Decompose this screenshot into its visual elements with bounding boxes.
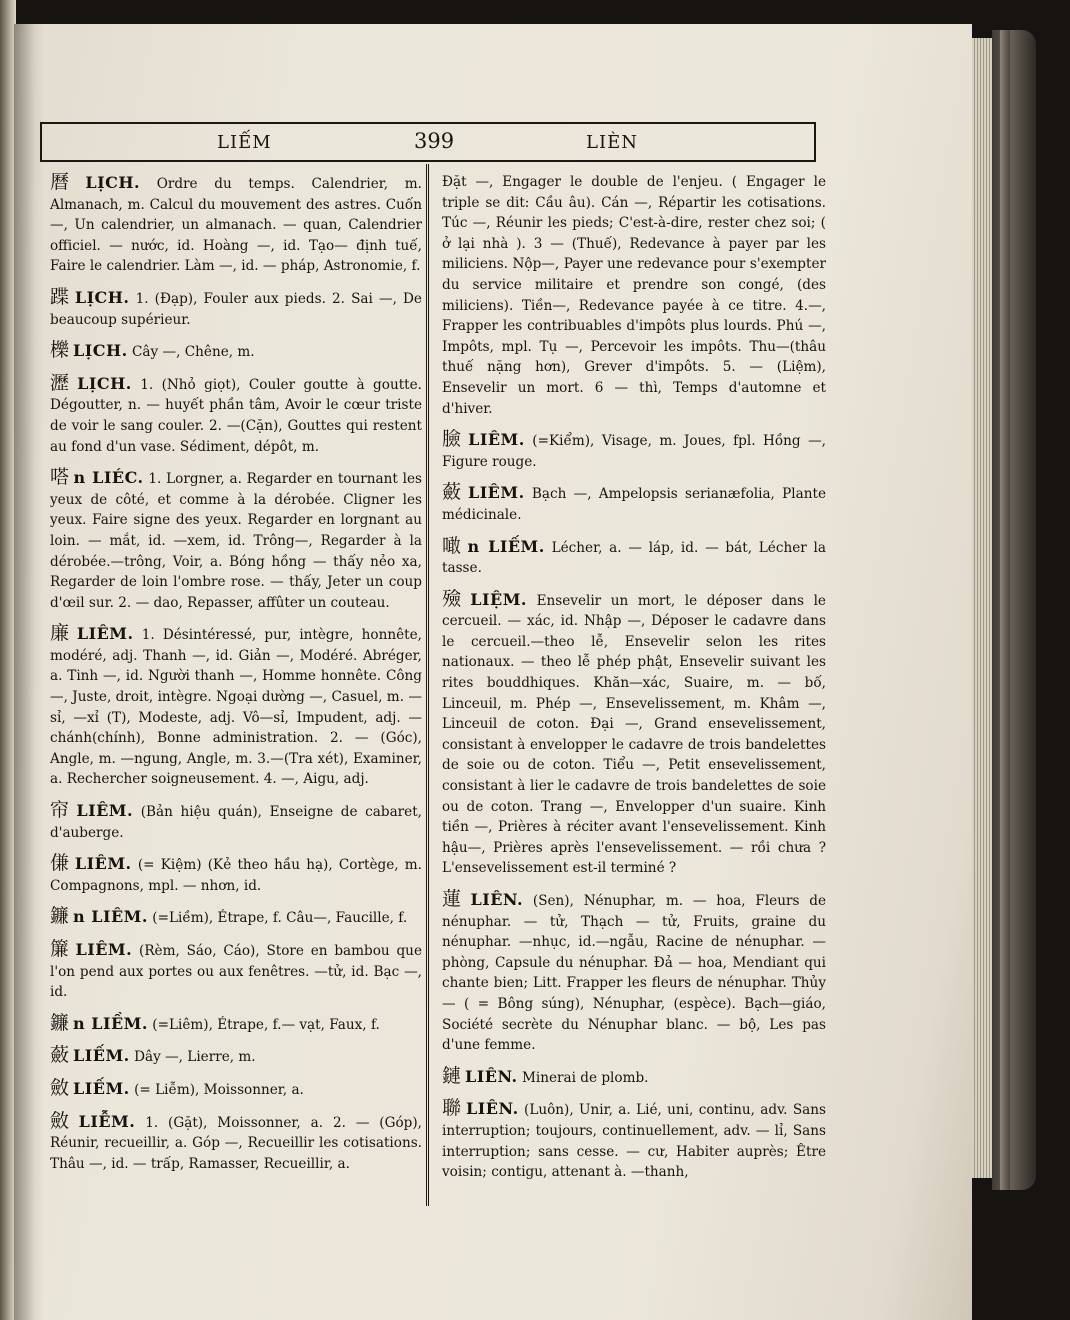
- dictionary-entry: [442, 1066, 826, 1089]
- entry-definition: (= Kiệm) (Kẻ theo hầu hạ), Cortège, m. Compagnons, mpl. — nhơn, id.: [50, 857, 422, 894]
- dictionary-entry: [442, 429, 826, 472]
- entry-character: 蘞: [50, 1044, 70, 1067]
- entry-character: 蓮: [442, 888, 467, 910]
- entry-headword: LIÊM.: [467, 483, 525, 503]
- dictionary-entry: [50, 340, 422, 363]
- page-gutter-shadow: [14, 24, 44, 1320]
- entry-headword: LIÊM.: [75, 940, 133, 959]
- dictionary-entry: [442, 1098, 826, 1182]
- entry-definition: Dây —, Lierre, m.: [134, 1049, 256, 1066]
- entry-definition: (=Liêm), Étrape, f.— vạt, Faux, f.: [152, 1016, 380, 1033]
- entry-character: 殮: [442, 587, 467, 610]
- entry-character: 鏈: [442, 1064, 462, 1087]
- entry-headword: LIÊN.: [466, 1099, 519, 1119]
- entry-definition: Lécher, a. — láp, id. — bát, Lécher la tasse.: [442, 539, 826, 577]
- left-column: [50, 172, 422, 1184]
- header-left-word: LIẾM: [217, 132, 272, 153]
- entry-headword: LIÊN.: [470, 890, 524, 909]
- entry-headword: LIÊM.: [468, 430, 525, 450]
- cover-band: [1000, 30, 1010, 1190]
- entry-headword: n LIỀM.: [73, 1013, 148, 1033]
- dictionary-entry: [442, 589, 826, 879]
- dictionary-entry: [50, 623, 422, 790]
- dictionary-entry: [50, 800, 422, 843]
- entry-character: 嗒: [50, 466, 70, 489]
- entry-character: 蘞: [442, 481, 464, 504]
- column-divider: [426, 164, 429, 1206]
- page-stack-edge: [972, 38, 992, 1178]
- dictionary-entry: [50, 1013, 422, 1036]
- entry-definition: Bạch —, Ampelopsis serianæfolia, Plante médicinale.: [442, 486, 826, 523]
- entry-headword: LIÊM.: [76, 624, 134, 644]
- entry-definition: (=Kiểm), Visage, m. Joues, fpl. Hồng —, Figure rouge.: [442, 433, 826, 470]
- entry-character: 瀝: [50, 371, 74, 394]
- dictionary-entry: [442, 172, 826, 419]
- entry-character: 曆: [50, 171, 82, 193]
- entry-headword: LỊCH.: [73, 341, 128, 361]
- entry-definition: 1. (Gặt), Moissonner, a. 2. — (Góp), Réunir, recueillir, a. Góp —, Recueillir les cotisations. Thâu —, id. — trấp, Ramasser, Recueillir, a.: [50, 1114, 422, 1172]
- entry-definition: (Rèm, Sáo, Cáo), Store en bambou que l'on pend aux portes ou aux fenêtres. —tử, id. Bạc —, id.: [50, 943, 422, 1001]
- entry-headword: LIỄM.: [78, 1111, 136, 1131]
- entry-character: 斂: [50, 1076, 70, 1099]
- entry-character: 鐮: [50, 905, 70, 928]
- dictionary-entry: [50, 467, 422, 613]
- page-number: 399: [414, 129, 455, 153]
- dictionary-entry: [442, 536, 826, 579]
- entry-definition: (Sen), Nénuphar, m. — hoa, Fleurs de nénuphar. — tử, Thạch — tử, Fruits, graine du nénuphar. —nhục, id.—ngẫu, Racine de nénuphar. — phòng, Capsule du nénuphar. Đả — hoa, Mendiant qui chante bien; Litt. Frapper les fleurs de nénuphar. Thủy — ( = Bông súng), Nénuphar, (espèce). Bạch—giáo, Société secrète du Nénuphar blanc. — bộ, Les pas d'une femme.: [442, 893, 826, 1054]
- entry-definition: Đặt —, Engager le double de l'enjeu. ( Engager le triple se dit: Cầu âu). Cán —, Répartir les cotisations. Túc —, Réunir les pieds; C'est-à-dire, rester chez soi; ( ở lại nhà ). 3 — (Thuế), Redevance à payer par les miliciens. Nộp—, Payer une redevance pour s'exempter du service militaire et prendre son congé, (des miliciens). Tiền—, Redevance payée à ce titre. 4.—, Frapper les contribuables d'impôts plus lourds. Phú —, Impôts, mpl. Tụ —, Percevoir les impôts. Thu—(thâu thuế nặng hơn), Grever d'impôts. 5. — (Liệm), Ensevelir un mort. 6 — thì, Temps d'automne et d'hiver.: [442, 174, 826, 417]
- entry-character: 鐮: [50, 1011, 70, 1034]
- entry-headword: LIẾM.: [73, 1046, 130, 1066]
- entry-headword: LỊCH.: [85, 173, 141, 192]
- entry-headword: LIẾM.: [73, 1078, 130, 1098]
- entry-definition: Ordre du temps. Calendrier, m. Almanach, m. Calcul du mouvement des astres. Cuốn—, Un calendrier, un almanach. — quan, Calendrier officiel. — nước, id. Hoàng —, id. Tạo— định tuế, Faire le calendrier. Làm —, id. — pháp, Astronomie, f.: [50, 176, 422, 275]
- dictionary-entry: [50, 939, 422, 1003]
- running-header: [40, 122, 816, 162]
- entry-headword: n LIẾM.: [467, 536, 545, 556]
- entry-headword: LỊCH.: [77, 373, 132, 393]
- entry-headword: n LIÉC.: [73, 468, 144, 488]
- entry-character: 臉: [442, 428, 465, 451]
- entry-character: 噉: [442, 534, 464, 557]
- entry-definition: (=Liềm), Étrape, f. Câu—, Faucille, f.: [152, 910, 408, 927]
- dictionary-entry: [442, 482, 826, 525]
- entry-definition: Ensevelir un mort, le déposer dans le cercueil. — xác, id. Nhập —, Déposer le cadavre dans le cercueil.—theo lễ, Ensevelir selon les rites nationaux. — theo lễ phép phật, Ensevelir suivant les rites bouddhiques. Khăn—xác, Suaire, m. — bố, Linceuil, m. Phép —, Ensevelissement, m. Khâm —, Linceuil de coton. Đại —, Grand ensevelissement, consistant à envelopper le cadavre de trois bandelettes de soie ou de coton. Tiểu —, Petit ensevelissement, consistant à lier le cadavre de trois bandelettes de soie ou de coton. Trang —, Envelopper d'un suaire. Kinh tiền —, Prières à réciter avant l'ensevelissement. Kinh hậu—, Prières après l'ensevelissement. — rồi chưa ? L'ensevelissement est-il terminé ?: [442, 592, 826, 877]
- entry-character: 廉: [50, 622, 73, 645]
- entry-definition: 1. (Đạp), Fouler aux pieds. 2. Sai —, De beaucoup supérieur.: [50, 290, 422, 328]
- dictionary-entry: [50, 373, 422, 457]
- entry-definition: 1. (Nhỏ giọt), Couler goutte à goutte. Dégoutter, n. — huyết phần tâm, Avoir le cœur triste de voir le sang couler. 2. —(Cặn), Gouttes qui restent au fond d'un vase. Sédiment, dépôt, m.: [50, 376, 422, 455]
- entry-character: 傔: [50, 852, 71, 875]
- entry-character: 聯: [442, 1097, 463, 1120]
- entry-definition: Cây —, Chêne, m.: [132, 344, 255, 361]
- entry-definition: 1. Lorgner, a. Regarder en tournant les yeux de côté, et comme à la dérobée. Cligner les yeux. Faire signe des yeux. Regarder en lorgnant au loin. — mắt, id. —xem, id. Trông—, Regarder à la dérobée.—trông, Voir, a. Bóng hồng — thấy nẻo xa, Regarder de loin l'ombre rose. — thấy, Jeter un coup d'œil sur. 2. — dao, Repasser, affûter un couteau.: [50, 471, 422, 611]
- entry-character: 斂: [50, 1109, 75, 1132]
- entry-headword: LIÊM.: [74, 854, 132, 874]
- entry-character: 簾: [50, 938, 72, 960]
- entry-headword: n LIÊM.: [73, 907, 148, 927]
- dictionary-entry: [50, 853, 422, 896]
- dictionary-entry: [442, 889, 826, 1056]
- entry-headword: LIỆM.: [470, 589, 527, 609]
- entry-definition: 1. Désintéressé, pur, intègre, honnête, modéré, adj. Thanh —, id. Giản —, Modéré. Abréger, a. Tinh —, id. Người thanh —, Homme honnête. Công—, Juste, droit, intègre. Ngoại dường —, Casuel, m. —sỉ, —xỉ (T), Modeste, adj. Vô—sỉ, Impudent, adj. —chánh(chính), Bonne administration. 2. — (Góc), Angle, m. —ngung, Angle, m. 3.—(Tra xét), Examiner, a. Rechercher soigneusement. 4. —, Aigu, adj.: [50, 627, 422, 788]
- header-right-word: LIÈN: [586, 132, 638, 153]
- dictionary-entry: [50, 1111, 422, 1175]
- entry-definition: (Bản hiệu quán), Enseigne de cabaret, d'auberge.: [50, 804, 422, 841]
- entry-character: 帘: [50, 799, 73, 822]
- entry-character: 櫟: [50, 339, 70, 362]
- entry-character: 蹀: [50, 285, 71, 308]
- dictionary-entry: [50, 287, 422, 330]
- dictionary-entry: [50, 906, 422, 929]
- dictionary-entry: [50, 1045, 422, 1068]
- entry-definition: (Luôn), Unir, a. Lié, uni, continu, adv. Sans interruption; toujours, continuellement, adv. — lỉ, Sans interruption; sans cesse. — cư, Habiter auprès; Être voisin; contigu, attenant à. —thanh,: [442, 1102, 826, 1181]
- entry-headword: LIÊM.: [76, 801, 134, 821]
- entry-definition: (= Liễm), Moissonner, a.: [134, 1081, 304, 1098]
- entry-headword: LIÊN.: [465, 1066, 518, 1086]
- dictionary-entry: [50, 1078, 422, 1101]
- entry-definition: Minerai de plomb.: [521, 1069, 649, 1086]
- entry-headword: LỊCH.: [74, 287, 130, 307]
- book-cover-spine: [992, 30, 1036, 1190]
- dictionary-entry: [50, 172, 422, 277]
- right-column: [442, 172, 826, 1193]
